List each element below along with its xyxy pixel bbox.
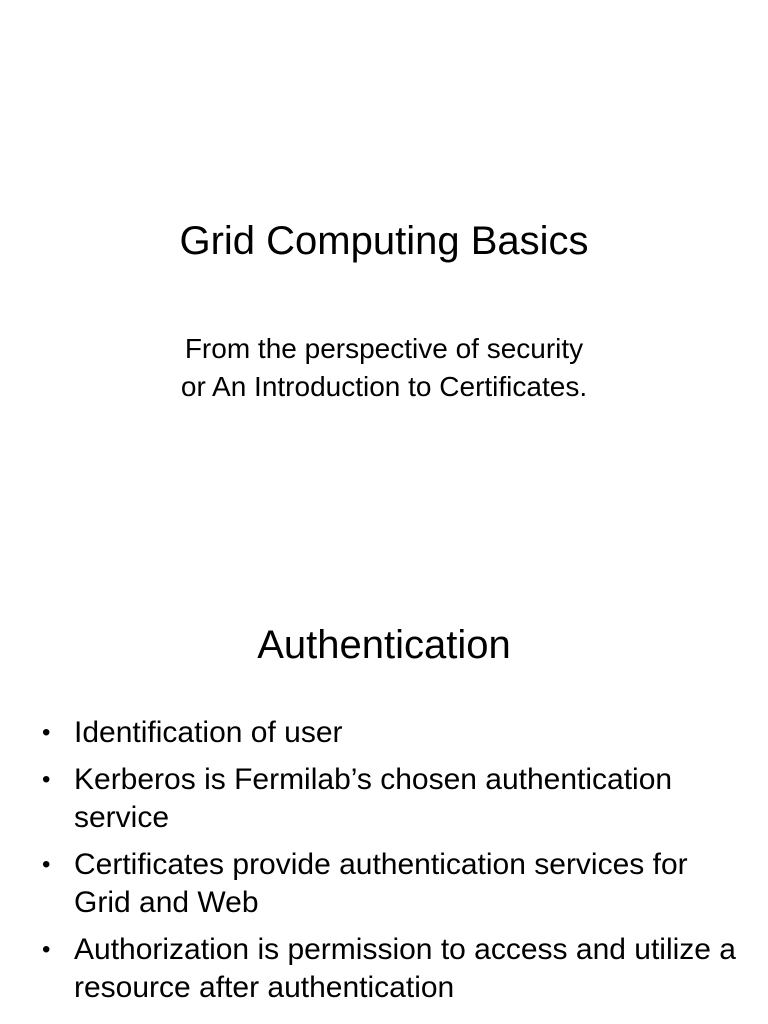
slide-title: Authentication (257, 623, 511, 667)
slide-title: Grid Computing Basics (179, 219, 589, 263)
authentication-slide (0, 576, 768, 1024)
bullet-text: Kerberos is Fermilab’s chosen authentication service (74, 763, 673, 834)
bullet-item (40, 931, 740, 1007)
subtitle-line-2: or An Introduction to Certificates. (180, 371, 588, 402)
slide-subtitle (0, 330, 768, 406)
bullet-item (40, 846, 740, 922)
subtitle-line-1: From the perspective of security (184, 333, 584, 364)
bullet-icon: • (42, 851, 51, 878)
bullet-text: Authorization is permission to access and utilize a resource after authentication (74, 933, 736, 1004)
bullet-text: Identification of user (74, 716, 343, 749)
bullet-icon: • (42, 719, 51, 746)
bullet-icon: • (42, 766, 51, 793)
bullet-text: Certificates provide authentication services for Grid and Web (74, 848, 688, 919)
bullet-item (40, 714, 740, 752)
bullet-list (40, 714, 740, 1016)
bullet-icon: • (42, 936, 51, 963)
bullet-item (40, 761, 740, 837)
